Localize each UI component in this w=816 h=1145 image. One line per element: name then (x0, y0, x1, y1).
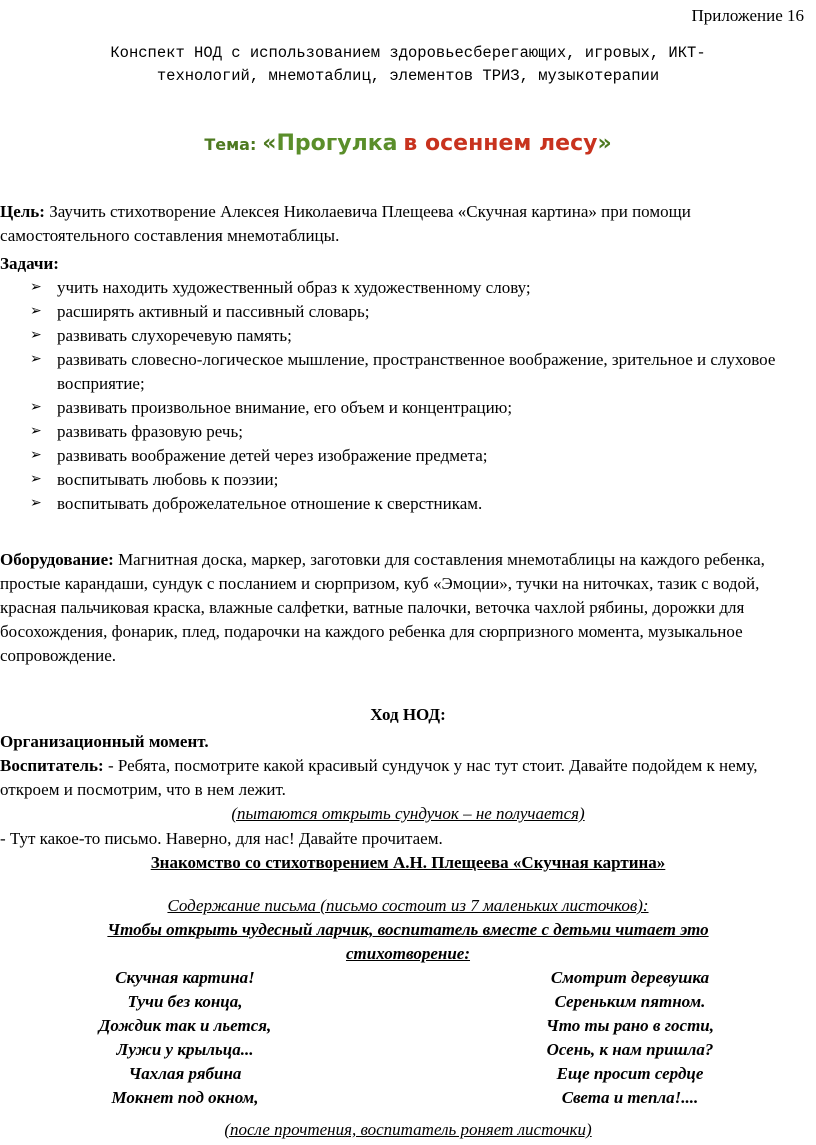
list-item: ➢ развивать воображение детей через изображение предмета; (0, 444, 800, 468)
letter-line: - Тут какое-то письмо. Наверно, для нас! Давайте прочитаем. (0, 829, 443, 848)
teacher-paragraph (0, 754, 800, 802)
theme-close-quote: » (597, 131, 612, 156)
arrow-bullet-icon: ➢ (30, 304, 42, 319)
arrow-bullet-icon: ➢ (30, 424, 42, 439)
arrow-bullet-icon: ➢ (30, 472, 42, 487)
header-line-2: технологий, мнемотаблиц, элементов ТРИЗ, музыкотерапии (156, 67, 660, 85)
tasks-list (0, 276, 800, 516)
instruction-line: Чтобы открыть чудесный ларчик, воспитатель вместе с детьми читает это стихотворение: (107, 920, 709, 963)
arrow-bullet-icon: ➢ (30, 496, 42, 511)
poem-line: Смотрит деревушка (550, 968, 710, 987)
document-header (20, 42, 796, 88)
theme-label: Тема: (204, 135, 257, 154)
list-item: ➢ расширять активный и пассивный словарь; (0, 300, 800, 324)
intro-heading: Знакомство со стихотворением А.Н. Плещеева «Скучная картина» (150, 853, 666, 872)
list-item: ➢ развивать словесно-логическое мышление, пространственное воображение, зрительное и слуховое восприятие; (30, 350, 776, 393)
course-heading: Ход НОД: (370, 705, 446, 724)
poem-line: Лужи у крыльца... (116, 1040, 254, 1059)
poem-line: Осень, к нам пришла? (546, 1040, 714, 1059)
poem-line: Чахлая рябина (128, 1064, 242, 1083)
arrow-bullet-icon: ➢ (30, 448, 42, 463)
goal-paragraph (0, 200, 800, 248)
equipment-text: Магнитная доска, маркер, заготовки для составления мнемотаблицы на каждого ребенка, простые карандаши, сундук с посланием и сюрпризом, куб «Эмоции», тучки на ниточках, тазик с водой, красная пальчиковая краска, влажные салфетки, ватные палочки, веточка чахлой рябины, дорожки для босохождения, фонарик, плед, подарочки на каждого ребенка для сюрпризного момента, музыкальное сопровождение. (0, 550, 765, 665)
arrow-bullet-icon: ➢ (30, 352, 42, 367)
list-item: ➢ развивать произвольное внимание, его объем и концентрацию; (0, 396, 800, 420)
arrow-bullet-icon: ➢ (30, 280, 42, 295)
goal-text: Заучить стихотворение Алексея Николаевича Плещеева «Скучная картина» при помощи самостоятельного составления мнемотаблицы. (0, 202, 691, 245)
stage-note-1: (пытаются открыть сундучок – не получается) (231, 804, 585, 823)
teacher-label: Воспитатель: (0, 756, 104, 775)
poem-line: Скучная картина! (115, 968, 255, 987)
poem-line: Сереньким пятном. (554, 992, 706, 1011)
list-item: ➢ развивать фразовую речь; (0, 420, 800, 444)
theme-open-quote: « (262, 131, 277, 156)
theme-word-2: в осеннем лесу (403, 131, 598, 156)
theme-title (0, 132, 816, 157)
stage-note-3: (после прочтения, воспитатель роняет листочки) (224, 1120, 592, 1139)
teacher-text: - Ребята, посмотрите какой красивый сундучок у нас тут стоит. Давайте подойдем к нему, откроем и посмотрим, что в нем лежит. (0, 756, 758, 799)
equipment-paragraph (0, 548, 800, 668)
theme-word-1: Прогулка (276, 131, 398, 156)
arrow-bullet-icon: ➢ (30, 328, 42, 343)
poem-line: Тучи без конца, (127, 992, 243, 1011)
poem-right-column (500, 966, 760, 1110)
list-item: ➢ учить находить художественный образ к художественному слову; (0, 276, 800, 300)
poem-line: Мокнет под окном, (111, 1088, 259, 1107)
list-item: ➢ воспитывать любовь к поэзии; (0, 468, 800, 492)
goal-label: Цель: (0, 202, 45, 221)
poem-line: Света и тепла!.... (561, 1088, 699, 1107)
tasks-heading: Задачи: (0, 254, 59, 273)
poem-line: Еще просит сердце (556, 1064, 704, 1083)
poem-left-column (55, 966, 315, 1110)
equipment-label: Оборудование: (0, 550, 114, 569)
header-line-1: Конспект НОД с использованием здоровьесберегающих, игровых, ИКТ- (110, 44, 706, 62)
appendix-label: Приложение 16 (691, 6, 804, 25)
arrow-bullet-icon: ➢ (30, 400, 42, 415)
poem-line: Дождик так и льется, (98, 1016, 272, 1035)
poem-line: Что ты рано в гости, (545, 1016, 715, 1035)
list-item: ➢ воспитывать доброжелательное отношение к сверстникам. (0, 492, 800, 516)
list-item: ➢ развивать слухоречевую память; (0, 324, 800, 348)
org-moment-heading: Организационный момент. (0, 732, 209, 751)
stage-note-2: Содержание письма (письмо состоит из 7 маленьких листочков): (167, 896, 649, 915)
